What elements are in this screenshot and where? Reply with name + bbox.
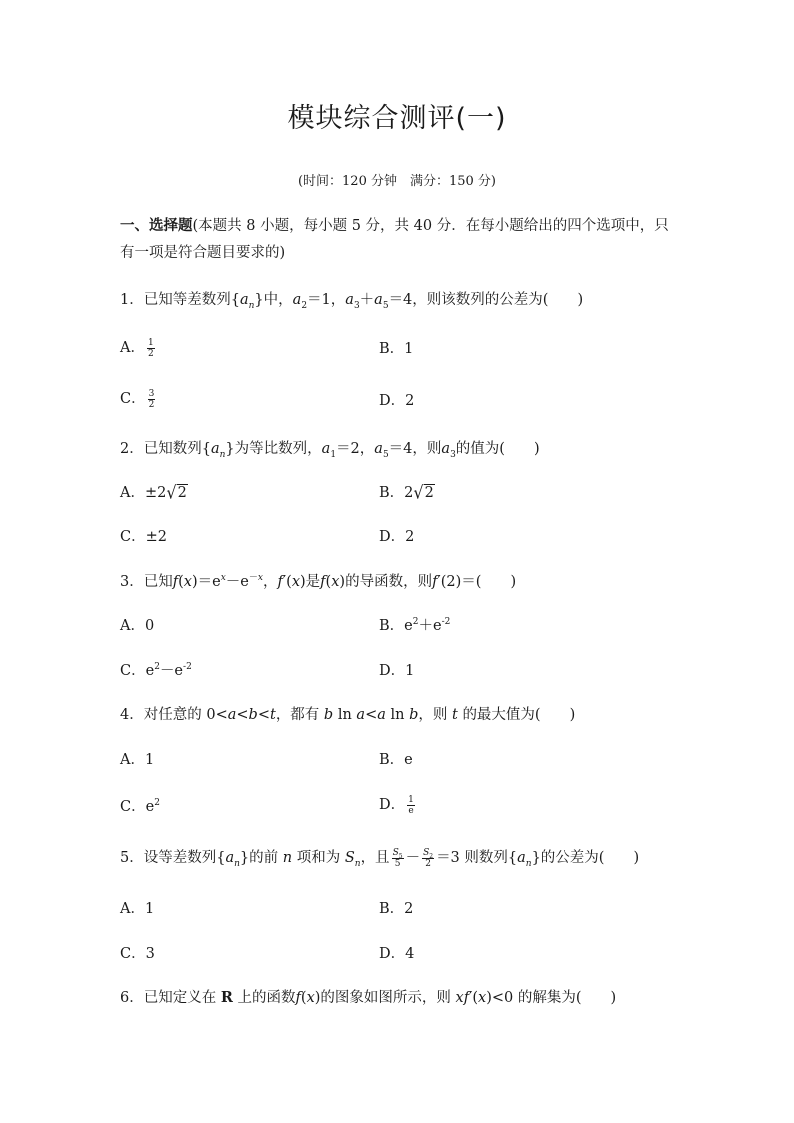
square-root-2: √2 [166, 482, 187, 503]
option-label: C． [120, 663, 146, 679]
option-label: A． [120, 901, 145, 917]
option-value: 1 [405, 663, 415, 679]
option-label: C． [120, 529, 146, 545]
option-value: 1 [144, 752, 155, 768]
question-text: 的值为( ) [455, 441, 540, 457]
q2-option-c [120, 525, 167, 546]
question-text: ，则 [418, 707, 448, 723]
q4-option-a [120, 748, 154, 769]
question-number: 5． [120, 850, 144, 866]
question-text: ( [178, 574, 184, 590]
option-value: e [404, 752, 413, 768]
q4-option-d [379, 793, 417, 816]
question-text: ，都有 [275, 707, 320, 723]
option-value: 1 [144, 901, 155, 917]
question-text: 的最大值为( ) [462, 707, 576, 723]
question-text: ′( [469, 990, 479, 1006]
question-text: 对任意的 0< [143, 707, 228, 723]
question-text: ＝1， [307, 292, 346, 308]
option-label: B． [379, 618, 405, 634]
question-number: 3． [120, 574, 144, 590]
question-text: 已知 [143, 574, 173, 590]
question-text: ( [325, 574, 332, 590]
question-text: 上的函数 [237, 990, 296, 1006]
question-text: 已知数列{ [143, 441, 211, 457]
fraction-one-over-e: $\frac{1}{e}$ [408, 794, 414, 816]
question-text: ＝4，则该数列的公差为( ) [388, 292, 584, 308]
question-text: ＋ [359, 292, 375, 308]
q4-option-b [379, 748, 413, 769]
fraction-s2-over-2: $\frac{S_2}{2}$ [423, 847, 434, 869]
question-text: 已知定义在 [143, 990, 217, 1006]
q3-option-b: B．$e^2+e^{-2}$ [379, 617, 451, 634]
question-text: 项和为 [296, 850, 341, 866]
question-text: ＝3 则数列{ [436, 850, 518, 866]
question-number: 2． [120, 441, 144, 457]
q5-option-a [120, 897, 154, 918]
question-text: ＝2， [336, 441, 375, 457]
option-label: B． [379, 485, 405, 501]
question-text: )的图象如图所示，则 [314, 990, 451, 1006]
q2-option-d [379, 525, 414, 546]
option-label: D． [379, 393, 406, 409]
question-text: ln [337, 707, 352, 723]
question-text: < [365, 707, 378, 723]
question-text: }的公差为( ) [531, 850, 640, 866]
question-3: 3．已知$f(x)=e^x-e^{-x}$，f′(x)是f(x)的导函数，则f′(2)＝( ) [120, 573, 517, 590]
question-text: ln [390, 707, 405, 723]
option-label: C． [120, 946, 146, 962]
page-title: 模块综合测评(一) [287, 103, 507, 134]
option-label: B． [379, 752, 405, 768]
fraction-three-halves: $\frac{3}{2}$ [148, 388, 155, 410]
question-text: )＝e [191, 574, 221, 590]
question-text: }中， [254, 292, 293, 308]
question-text: < [257, 707, 270, 723]
question-number: 1． [120, 292, 144, 308]
question-2: 2．已知数列$\{a_n\}$为等比数列，$a_1=2$，$a_5=4$，则$a_3$的值为( ) [120, 441, 540, 460]
option-value: 1 [404, 341, 414, 357]
option-value: 3 [145, 946, 155, 962]
question-text: 已知等差数列{ [143, 292, 240, 308]
q3-option-c: C．$e^2-e^{-2}$ [120, 662, 192, 679]
option-label: D． [379, 663, 406, 679]
option-label: A． [120, 485, 145, 501]
q3-option-a [120, 614, 154, 635]
q1-option-a [120, 336, 157, 359]
option-label: D． [379, 797, 406, 813]
q5-option-b [379, 897, 413, 918]
question-text: )的导函数，则 [339, 574, 433, 590]
question-text: )<0 的解集为( ) [486, 990, 617, 1006]
question-number: 4． [120, 707, 144, 723]
fraction-one-half: $\frac{1}{2}$ [147, 337, 154, 359]
option-label: B． [379, 901, 405, 917]
question-number: 6． [120, 990, 144, 1006]
question-text: ( [300, 990, 307, 1006]
option-value: ±2 [145, 529, 167, 545]
question-text: }为等比数列， [225, 441, 322, 457]
fraction-s5-over-5: $\frac{S_5}{5}$ [392, 847, 403, 869]
option-label: C． [120, 391, 146, 407]
q2-option-b: B．2√2 [379, 482, 434, 503]
question-text: ＝4，则 [388, 441, 442, 457]
q5-option-d [379, 942, 414, 963]
real-numbers-symbol: R [220, 989, 233, 1006]
square-root-2: √2 [413, 482, 434, 503]
option-label: D． [379, 946, 406, 962]
option-label: A． [120, 752, 145, 768]
question-text: }的前 [239, 850, 279, 866]
section-text: (本题共 8 小题，每小题 5 分，共 40 分．在每小题给出的四个选项中，只有一项是符合题目要求的) [120, 218, 669, 261]
question-6: 6．已知定义在 R 上的函数f(x)的图象如图所示，则 xf′(x)<0 的解集为( ) [120, 989, 617, 1006]
question-text: ′(2)＝( ) [437, 574, 517, 590]
question-text: )是 [300, 574, 321, 590]
option-label: B． [379, 341, 405, 357]
option-value: 2 [404, 901, 414, 917]
question-text: ， [262, 574, 278, 590]
option-label: C． [120, 799, 146, 815]
option-value: 0 [144, 618, 155, 634]
option-value: 2 [405, 393, 415, 409]
q5-option-c [120, 942, 155, 963]
question-4: 4．对任意的 0<a<b<t，都有 b ln a<a ln b，则 t 的最大值为( ) [120, 707, 576, 723]
option-value: 4 [405, 946, 415, 962]
q1-option-b [379, 337, 413, 358]
question-text: －e [225, 574, 249, 590]
section-1-instructions [120, 212, 680, 267]
question-text: 设等差数列{ [143, 850, 226, 866]
exam-time-score: (时间：120 分钟 满分：150 分) [297, 174, 497, 189]
option-value: 2 [405, 529, 415, 545]
option-label: A． [120, 618, 145, 634]
q2-option-a: A．±2√2 [120, 482, 187, 503]
option-label: D． [379, 529, 406, 545]
question-5: 5．设等差数列$\{a_n\}$的前 n 项和为 $S_n$，且 $\frac{S_5}{5}$ － $\frac{S_2}{2}$ ＝3 则数列$\{a_n\}$的公差为( ) [120, 847, 640, 869]
q3-option-d [379, 659, 414, 680]
option-label: A． [120, 340, 145, 356]
question-text: ′( [282, 574, 292, 590]
section-heading: 一、选择题 [120, 217, 193, 234]
question-text: － [405, 850, 421, 866]
question-1: 1．已知等差数列$\{a_n\}$中，$a_2=1$，$a_3+a_5=4$，则该数列的公差为( ) [120, 292, 584, 311]
q1-option-d [379, 389, 414, 410]
q4-option-c: C．$e^2$ [120, 798, 160, 815]
question-text: ，且 [360, 850, 390, 866]
question-text: < [236, 707, 249, 723]
q1-option-c [120, 387, 157, 410]
